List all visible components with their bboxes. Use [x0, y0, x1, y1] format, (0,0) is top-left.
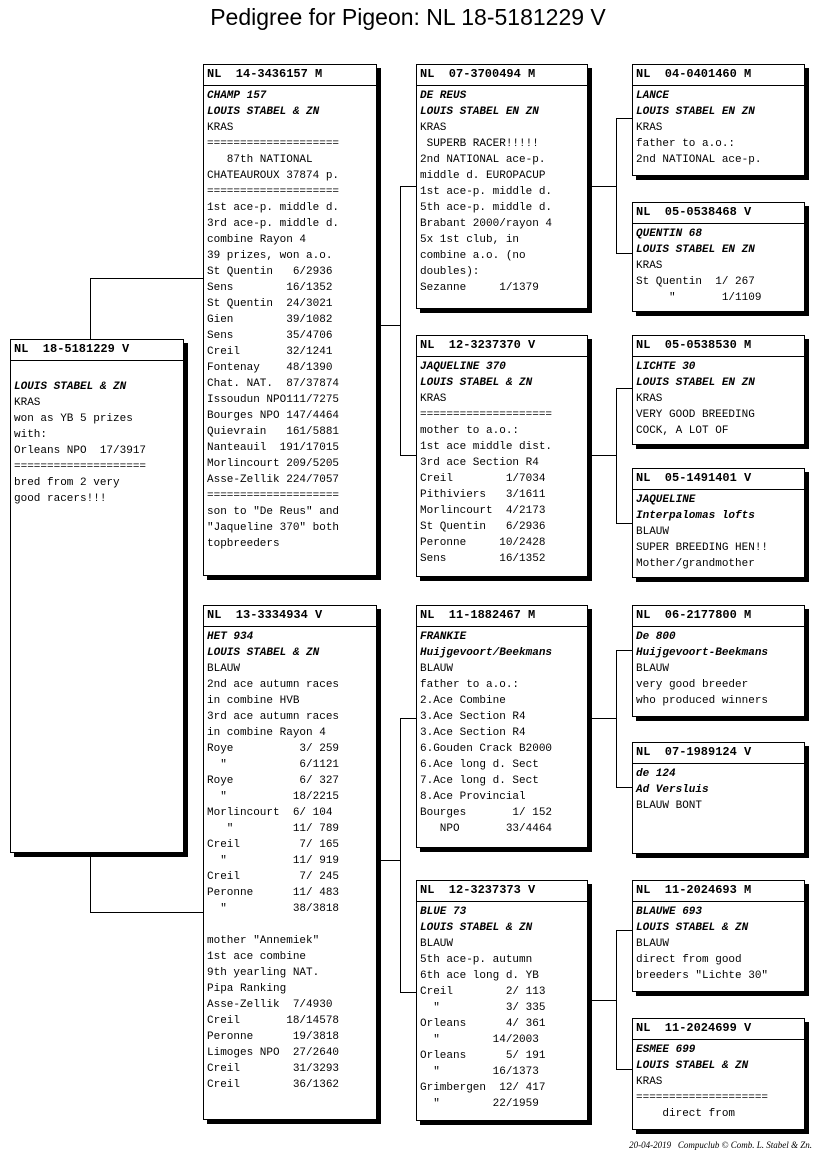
pedigree-line: St Quentin 24/3021: [207, 298, 333, 310]
pedigree-line: 2nd ace autumn races: [207, 679, 340, 691]
pedigree-line: Gien 39/1082: [207, 314, 333, 326]
pedigree-line: Peronne 10/2428: [420, 537, 546, 549]
pedigree-line: ====================: [14, 461, 147, 473]
pigeon-name: de 124: [636, 768, 676, 780]
pedigree-line: LOUIS STABEL & ZN: [420, 922, 533, 934]
pedigree-line: KRAS: [420, 122, 447, 134]
pedigree-line: Morlincourt 4/2173: [420, 505, 546, 517]
pedigree-line: 3.Ace Section R4: [420, 711, 526, 723]
pigeon-name: HET 934: [207, 631, 254, 643]
pedigree-line: Quievrain 161/5881: [207, 426, 340, 438]
pedigree-line: 2nd NATIONAL ace-p.: [636, 154, 762, 166]
pigeon-name: LICHTE 30: [636, 361, 696, 373]
pedigree-line: Bourges 1/ 152: [420, 807, 553, 819]
pedigree-line: Limoges NPO 27/2640: [207, 1047, 340, 1059]
connector-line: [616, 388, 632, 389]
connector-line: [380, 860, 400, 861]
connector-line: [616, 523, 632, 524]
pedigree-line: 3rd ace autumn races: [207, 711, 340, 723]
pedigree-line: LOUIS STABEL & ZN: [14, 381, 127, 393]
pigeon-name: CHAMP 157: [207, 90, 267, 102]
pedigree-line: KRAS: [636, 1076, 663, 1088]
pedigree-line: LOUIS STABEL & ZN: [207, 106, 320, 118]
pedigree-line: ====================: [420, 409, 553, 421]
pedigree-line: KRAS: [636, 122, 663, 134]
pedigree-line: 2.Ace Combine: [420, 695, 506, 707]
pedigree-line: combine Rayon 4: [207, 234, 307, 246]
pedigree-line: " 11/ 789: [207, 823, 340, 835]
page-title: Pedigree for Pigeon: NL 18-5181229 V: [210, 4, 606, 30]
pedigree-line: St Quentin 1/ 267: [636, 276, 755, 288]
pedigree-line: " 3/ 335: [420, 1002, 546, 1014]
connector-line: [400, 718, 401, 993]
connector-line: [592, 1000, 616, 1001]
pedigree-line: in combine Rayon 4: [207, 727, 326, 739]
pedigree-line: Sezanne 1/1379: [420, 282, 539, 294]
connector-line: [592, 186, 616, 187]
pedigree-line: 3rd ace Section R4: [420, 457, 539, 469]
pigeon-card-sss: [632, 64, 805, 176]
connector-line: [616, 118, 617, 254]
pedigree-line: Creil 2/ 113: [420, 986, 546, 998]
pedigree-line: ====================: [207, 490, 340, 502]
pigeon-card-sds: [632, 335, 805, 445]
pedigree-line: Creil 18/14578: [207, 1015, 340, 1027]
connector-line: [616, 650, 617, 788]
pedigree-line: direct from good: [636, 954, 742, 966]
ring-number: NL 07-3700494 M: [417, 65, 587, 86]
pedigree-line: in combine HVB: [207, 695, 300, 707]
pedigree-line: Morlincourt 6/ 104: [207, 807, 333, 819]
pedigree-line: " 16/1373: [420, 1066, 539, 1078]
pedigree-line: Roye 3/ 259: [207, 743, 340, 755]
connector-line: [400, 186, 401, 456]
pedigree-line: 6.Gouden Crack B2000: [420, 743, 553, 755]
pedigree-line: bred from 2 very: [14, 477, 120, 489]
pedigree-line: Issoudun NPO111/7275: [207, 394, 340, 406]
pigeon-name: FRANKIE: [420, 631, 467, 643]
pedigree-line: Pipa Ranking: [207, 983, 287, 995]
pedigree-line: 6.Ace long d. Sect: [420, 759, 539, 771]
connector-line: [616, 1069, 632, 1070]
pedigree-line: 1st ace-p. middle d.: [420, 186, 553, 198]
pedigree-line: Sens 16/1352: [420, 553, 546, 565]
connector-line: [616, 650, 632, 651]
pedigree-line: LOUIS STABEL & ZN: [636, 922, 749, 934]
pedigree-line: father to a.o.:: [420, 679, 520, 691]
pigeon-card-dam-sire: [416, 605, 588, 848]
connector-line: [616, 787, 632, 788]
pedigree-line: BLAUW: [207, 663, 241, 675]
pedigree-line: Orleans 4/ 361: [420, 1018, 546, 1030]
pedigree-line: 7.Ace long d. Sect: [420, 775, 539, 787]
ring-number: NL 11-2024699 V: [633, 1019, 804, 1040]
connector-line: [90, 278, 91, 340]
pedigree-line: Creil 7/ 245: [207, 871, 340, 883]
pedigree-line: KRAS: [636, 393, 663, 405]
pigeon-name: BLAUWE 693: [636, 906, 703, 918]
pedigree-line: BLAUW: [636, 663, 670, 675]
ring-number: NL 05-0538530 M: [633, 336, 804, 357]
ring-number: NL 04-0401460 M: [633, 65, 804, 86]
pedigree-line: Asse-Zellik 224/7057: [207, 474, 340, 486]
connector-line: [400, 718, 416, 719]
connector-line: [90, 853, 91, 913]
ring-number: NL 13-3334934 V: [204, 606, 376, 627]
pedigree-line: with:: [14, 429, 48, 441]
pedigree-line: Fontenay 48/1390: [207, 362, 333, 374]
pedigree-line: 6th ace long d. YB: [420, 970, 539, 982]
pedigree-line: BLAUW: [420, 938, 454, 950]
pedigree-line: 1st ace middle dist.: [420, 441, 553, 453]
pedigree-line: 9th yearling NAT.: [207, 967, 320, 979]
pedigree-line: LOUIS STABEL EN ZN: [636, 377, 755, 389]
pedigree-line: [14, 363, 180, 379]
pigeon-card-sdd: [632, 468, 805, 578]
pedigree-line: " 38/3818: [207, 903, 340, 915]
pigeon-name: ESMEE 699: [636, 1044, 696, 1056]
pedigree-line: 8.Ace Provincial: [420, 791, 526, 803]
pedigree-line: Nanteauil 191/17015: [207, 442, 340, 454]
pedigree-line: KRAS: [207, 122, 234, 134]
pedigree-line: [207, 917, 373, 933]
pedigree-line: mother to a.o.:: [420, 425, 520, 437]
pedigree-line: Creil 32/1241: [207, 346, 333, 358]
pigeon-name: LANCE: [636, 90, 670, 102]
pedigree-line: son to "De Reus" and: [207, 506, 340, 518]
pedigree-line: 1st ace-p. middle d.: [207, 202, 340, 214]
pigeon-card-dam: [203, 605, 377, 1120]
pedigree-line: LOUIS STABEL & ZN: [207, 647, 320, 659]
pedigree-line: KRAS: [420, 393, 447, 405]
pedigree-line: Orleans NPO 17/3917: [14, 445, 147, 457]
pedigree-line: LOUIS STABEL & ZN: [420, 377, 533, 389]
pedigree-line: doubles):: [420, 266, 480, 278]
pedigree-line: won as YB 5 prizes: [14, 413, 133, 425]
pigeon-name: BLUE 73: [420, 906, 467, 918]
pedigree-line: Ad Versluis: [636, 784, 709, 796]
footer-credit: 20-04-2019 Compuclub © Comb. L. Stabel & Zn.: [629, 1140, 812, 1150]
pedigree-line: " 1/1109: [636, 292, 762, 304]
connector-line: [380, 325, 400, 326]
pedigree-line: St Quentin 6/2936: [420, 521, 546, 533]
pedigree-line: middle d. EUROPACUP: [420, 170, 546, 182]
pedigree-line: NPO 33/4464: [420, 823, 553, 835]
pedigree-line: LOUIS STABEL EN ZN: [420, 106, 539, 118]
ring-number: NL 06-2177800 M: [633, 606, 804, 627]
pedigree-line: Sens 35/4706: [207, 330, 333, 342]
connector-line: [616, 388, 617, 524]
pedigree-line: Brabant 2000/rayon 4: [420, 218, 553, 230]
pedigree-line: KRAS: [14, 397, 41, 409]
pedigree-line: good racers!!!: [14, 493, 107, 505]
pedigree-line: 2nd NATIONAL ace-p.: [420, 154, 546, 166]
pedigree-line: KRAS: [636, 260, 663, 272]
pigeon-card-sire: [203, 64, 377, 576]
connector-line: [400, 186, 416, 187]
pedigree-line: combine a.o. (no: [420, 250, 526, 262]
pigeon-card-dss: [632, 605, 805, 717]
connector-line: [616, 930, 617, 1070]
pedigree-line: Morlincourt 209/5205: [207, 458, 340, 470]
pedigree-line: Grimbergen 12/ 417: [420, 1082, 546, 1094]
pigeon-name: DE REUS: [420, 90, 467, 102]
pedigree-line: "Jaqueline 370" both: [207, 522, 340, 534]
pedigree-line: " 14/2003: [420, 1034, 539, 1046]
pedigree-line: St Quentin 6/2936: [207, 266, 333, 278]
pedigree-line: Roye 6/ 327: [207, 775, 340, 787]
pigeon-card-dam-dam: [416, 880, 588, 1121]
pedigree-line: who produced winners: [636, 695, 769, 707]
pedigree-line: ====================: [207, 186, 340, 198]
pedigree-line: Huijgevoort-Beekmans: [636, 647, 769, 659]
pigeon-card-sire-sire: [416, 64, 588, 309]
pedigree-line: COCK, A LOT OF: [636, 425, 729, 437]
pigeon-card-sire-dam: [416, 335, 588, 577]
pigeon-card-ssd: [632, 202, 805, 312]
pedigree-line: 5th ace-p. middle d.: [420, 202, 553, 214]
pedigree-line: BLAUW BONT: [636, 800, 703, 812]
pedigree-line: 3.Ace Section R4: [420, 727, 526, 739]
pedigree-line: Mother/grandmother: [636, 558, 755, 570]
pedigree-line: mother "Annemiek": [207, 935, 320, 947]
pedigree-line: 39 prizes, won a.o.: [207, 250, 333, 262]
pigeon-card-dsd: [632, 742, 805, 854]
pedigree-line: Huijgevoort/Beekmans: [420, 647, 553, 659]
pedigree-line: Creil 1/7034: [420, 473, 546, 485]
pedigree-line: 1st ace combine: [207, 951, 307, 963]
pedigree-line: breeders "Lichte 30": [636, 970, 769, 982]
pedigree-line: 5th ace-p. autumn: [420, 954, 533, 966]
pedigree-line: ====================: [636, 1092, 769, 1104]
pedigree-line: Creil 31/3293: [207, 1063, 340, 1075]
pigeon-name: JAQUELINE 370: [420, 361, 506, 373]
connector-line: [592, 718, 616, 719]
pedigree-line: BLAUW: [636, 938, 670, 950]
pedigree-line: Creil 36/1362: [207, 1079, 340, 1091]
ring-number: NL 11-1882467 M: [417, 606, 587, 627]
pedigree-line: Creil 7/ 165: [207, 839, 340, 851]
pedigree-line: Asse-Zellik 7/4930: [207, 999, 333, 1011]
pedigree-line: LOUIS STABEL EN ZN: [636, 244, 755, 256]
pedigree-line: LOUIS STABEL & ZN: [636, 1060, 749, 1072]
pedigree-line: very good breeder: [636, 679, 749, 691]
pigeon-name: QUENTIN 68: [636, 228, 703, 240]
ring-number: NL 07-1989124 V: [633, 743, 804, 764]
pedigree-line: Pithiviers 3/1611: [420, 489, 546, 501]
pigeon-name: JAQUELINE: [636, 494, 696, 506]
pedigree-line: " 18/2215: [207, 791, 340, 803]
pedigree-line: 3rd ace-p. middle d.: [207, 218, 340, 230]
pedigree-line: Bourges NPO 147/4464: [207, 410, 340, 422]
pedigree-line: " 11/ 919: [207, 855, 340, 867]
connector-line: [400, 992, 416, 993]
pedigree-line: Sens 16/1352: [207, 282, 333, 294]
pedigree-line: direct from: [636, 1108, 736, 1120]
pedigree-line: CHATEAUROUX 37874 p.: [207, 170, 340, 182]
pedigree-line: Peronne 19/3818: [207, 1031, 340, 1043]
pigeon-card-dds: [632, 880, 805, 992]
pedigree-line: " 22/1959: [420, 1098, 539, 1110]
ring-number: NL 12-3237370 V: [417, 336, 587, 357]
pigeon-name: De 800: [636, 631, 676, 643]
connector-line: [616, 253, 632, 254]
connector-line: [90, 912, 204, 913]
pedigree-line: BLAUW: [420, 663, 454, 675]
pedigree-line: Orleans 5/ 191: [420, 1050, 546, 1062]
pedigree-line: VERY GOOD BREEDING: [636, 409, 755, 421]
pedigree-line: Peronne 11/ 483: [207, 887, 340, 899]
connector-line: [592, 455, 616, 456]
pedigree-line: Chat. NAT. 87/37874: [207, 378, 340, 390]
ring-number: NL 18-5181229 V: [11, 340, 183, 361]
pigeon-card-subject: [10, 339, 184, 853]
pedigree-line: ====================: [207, 138, 340, 150]
ring-number: NL 05-0538468 V: [633, 203, 804, 224]
ring-number: NL 14-3436157 M: [204, 65, 376, 86]
connector-line: [90, 278, 204, 279]
pedigree-line: LOUIS STABEL EN ZN: [636, 106, 755, 118]
connector-line: [616, 930, 632, 931]
ring-number: NL 12-3237373 V: [417, 881, 587, 902]
connector-line: [616, 118, 632, 119]
pedigree-line: 87th NATIONAL: [207, 154, 313, 166]
pedigree-line: Interpalomas lofts: [636, 510, 755, 522]
ring-number: NL 11-2024693 M: [633, 881, 804, 902]
pedigree-line: " 6/1121: [207, 759, 340, 771]
pedigree-line: SUPER BREEDING HEN!!: [636, 542, 769, 554]
pedigree-line: 5x 1st club, in: [420, 234, 520, 246]
pedigree-line: father to a.o.:: [636, 138, 736, 150]
pedigree-line: SUPERB RACER!!!!!: [420, 138, 539, 150]
ring-number: NL 05-1491401 V: [633, 469, 804, 490]
pigeon-card-ddd: [632, 1018, 805, 1130]
connector-line: [400, 455, 416, 456]
pedigree-line: BLAUW: [636, 526, 670, 538]
pedigree-line: topbreeders: [207, 538, 280, 550]
